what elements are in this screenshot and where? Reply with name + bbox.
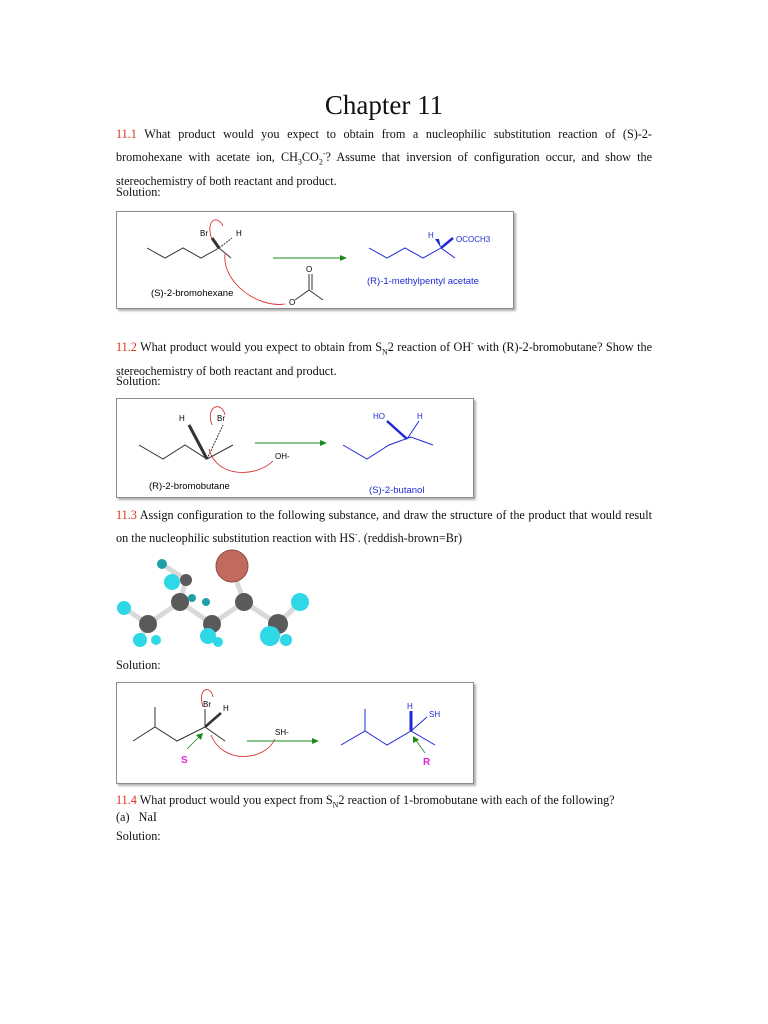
atom-o: O — [306, 265, 313, 274]
carbon-atom — [180, 574, 192, 586]
product-atom-sh: SH — [429, 710, 441, 719]
product-atom-h: H — [407, 702, 413, 711]
problem-11-1: 11.1 What product would you expect to obtain from a nucleophilic substitution reaction of (S)-2-bromohexane with acetate ion, $CH_3CO_2^-$? Assume that inversion of configuration occur, and show the stereochemistry of both reactant and product. — [116, 127, 652, 188]
problem-number: 11.4 — [116, 793, 137, 807]
problem-number: 11.2 — [116, 340, 137, 355]
product-chain — [341, 731, 435, 745]
solution-label: Solution: — [116, 658, 161, 672]
leaving-arrow — [210, 220, 223, 240]
reagent: SH- — [275, 728, 289, 737]
reactant-label: (S)-2-bromohexane — [151, 288, 234, 299]
bromine-atom — [216, 550, 248, 582]
atom-o-minus: O — [289, 298, 296, 307]
product-atom-h: H — [428, 231, 434, 240]
problem-number: 11.1 — [116, 127, 137, 141]
atom-br: Br — [217, 414, 225, 423]
reactant-chain — [133, 727, 225, 741]
product-chain — [343, 437, 433, 459]
atom-h: H — [236, 229, 242, 238]
product-group: OCOCH3 — [456, 235, 491, 244]
hydrogen-atom — [291, 593, 309, 611]
product-label: (S)-2-butanol — [369, 485, 425, 496]
hydrogen-atom — [213, 637, 223, 647]
product-label: (R)-1-methylpentyl acetate — [367, 276, 479, 287]
solution-label: Solution: — [116, 185, 161, 199]
hydrogen-atom — [202, 598, 210, 606]
solution-label: Solution: — [116, 829, 161, 843]
ball-and-stick-model — [110, 544, 325, 654]
hydrogen-atom — [164, 574, 180, 590]
atom-h: H — [179, 414, 185, 423]
atom-h: H — [223, 704, 229, 713]
problem-11-3: 11.3 Assign configuration to the following substance, and draw the structure of the product that would result on the nucleophilic substitution reaction with HS-. (reddish-brown=Br) — [116, 508, 652, 546]
hydrogen-atom — [157, 559, 167, 569]
hydrogen-atom — [280, 634, 292, 646]
hydrogen-atom — [117, 601, 131, 615]
carbon-atom — [139, 615, 157, 633]
reaction-scheme-11-2 — [116, 398, 474, 498]
reactant-config: S — [181, 755, 188, 766]
hydrogen-atom — [260, 626, 280, 646]
product-atom-h: H — [417, 412, 423, 421]
reactant-label: (R)-2-bromobutane — [149, 481, 230, 492]
reactant-chain — [139, 445, 233, 459]
product-atom-ho: HO — [373, 412, 385, 421]
atom-br: Br — [203, 700, 211, 709]
carbon-atom — [235, 593, 253, 611]
atom-br: Br — [200, 229, 208, 238]
carbon-atom — [171, 593, 189, 611]
solution-label: Solution: — [116, 374, 161, 388]
problem-number: 11.3 — [116, 508, 137, 522]
chapter-title: Chapter 11 — [324, 90, 444, 120]
reagent: OH- — [275, 452, 290, 461]
hydrogen-atom — [151, 635, 161, 645]
problem-11-2: 11.2 What product would you expect to obtain from $S_N2$ reaction of OH- with (R)-2-bromobutane? Show the stereochemistry of both reactant and product. — [116, 339, 652, 378]
sub-item-a: (a) NaI — [116, 810, 157, 824]
product-chain — [369, 248, 441, 258]
hydrogen-atom — [188, 594, 196, 602]
reaction-scheme-11-3 — [116, 682, 474, 784]
reaction-scheme-11-1 — [116, 211, 514, 309]
hydrogen-atom — [133, 633, 147, 647]
problem-11-4: 11.4 What product would you expect from $S_N2$ reaction of 1-bromobutane with each of the following? — [116, 793, 615, 810]
reactant-chain — [147, 248, 219, 258]
attack-arrow — [225, 254, 285, 304]
product-config: R — [423, 757, 431, 768]
